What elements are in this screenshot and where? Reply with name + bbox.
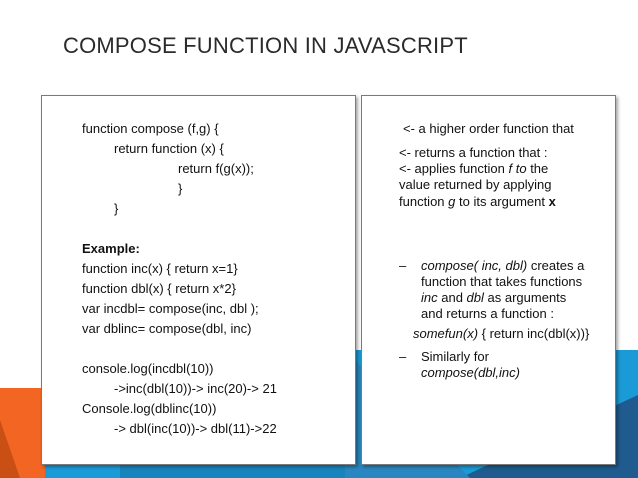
example-heading: Example: — [82, 241, 140, 256]
bullet-line: compose(dbl,inc) — [421, 365, 520, 380]
code-line: -> dbl(inc(10))-> dbl(11)->22 — [114, 421, 277, 436]
code-line: ->inc(dbl(10))-> inc(20)-> 21 — [114, 381, 277, 396]
explanation-line: value returned by applying — [399, 177, 552, 192]
somefun-line: somefun(x) { return inc(dbl(x))} — [413, 326, 590, 341]
bullet-line: Similarly for — [421, 349, 489, 364]
bullet-line: and returns a function : — [421, 306, 554, 321]
code-line: var dblinc= compose(dbl, inc) — [82, 321, 252, 336]
code-line: function compose (f,g) { — [82, 121, 219, 136]
explanation-line: function g to its argument x — [399, 194, 556, 209]
code-line: function inc(x) { return x=1} — [82, 261, 238, 276]
code-line: return function (x) { — [114, 141, 224, 156]
bullet-line: compose( inc, dbl) creates a — [421, 258, 585, 273]
code-line: Console.log(dblinc(10)) — [82, 401, 217, 416]
explanation-line: <- returns a function that : — [399, 145, 548, 160]
explanation-line: <- applies function f to the — [399, 161, 549, 176]
code-line: function dbl(x) { return x*2} — [82, 281, 236, 296]
bullet-dash: – — [399, 258, 407, 273]
code-line: var incdbl= compose(inc, dbl ); — [82, 301, 259, 316]
code-line: return f(g(x)); — [178, 161, 254, 176]
bullet-line: function that takes functions — [421, 274, 583, 289]
explanation-line: <- a higher order function that — [403, 121, 574, 136]
code-line: console.log(incdbl(10)) — [82, 361, 214, 376]
left-code-panel — [41, 95, 356, 465]
bullet-line: inc and dbl as arguments — [421, 290, 567, 305]
code-line: } — [114, 201, 119, 216]
slide-title: COMPOSE FUNCTION IN JAVASCRIPT — [63, 33, 468, 58]
right-explanation-panel — [361, 95, 616, 465]
code-line: } — [178, 181, 183, 196]
bullet-dash: – — [399, 349, 407, 364]
